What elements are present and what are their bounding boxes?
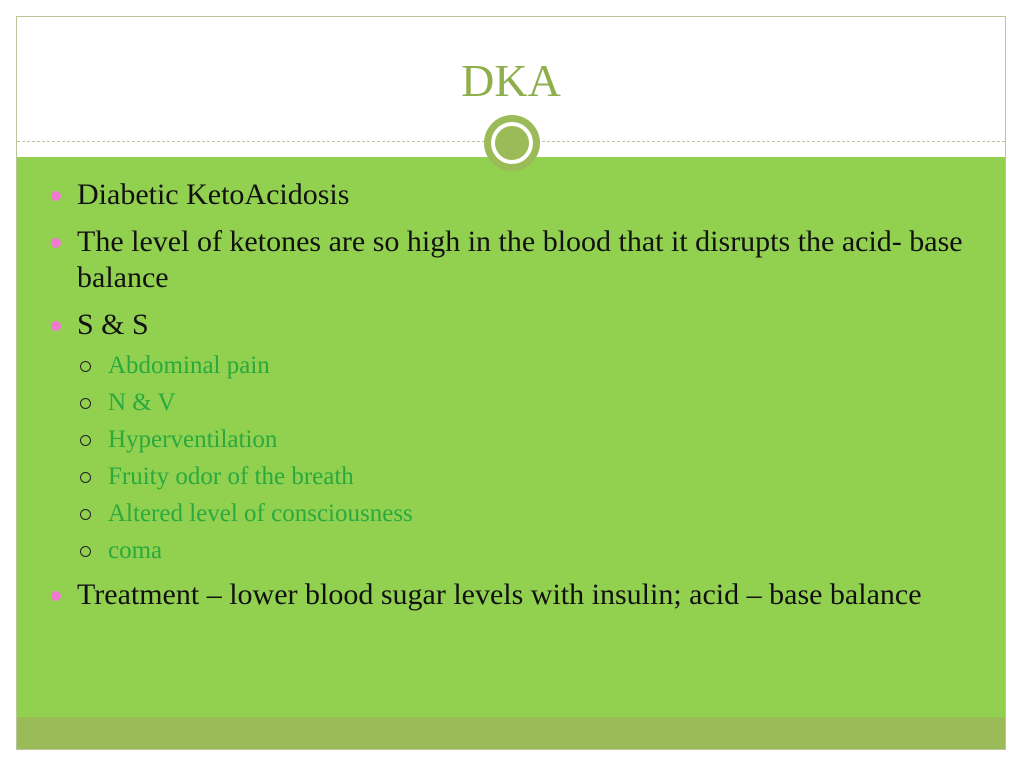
sub-bullet-text: Altered level of consciousness [108, 500, 413, 527]
hollow-circle-icon [80, 361, 91, 372]
circle-ring-icon [491, 122, 533, 164]
bullet-item [47, 177, 987, 213]
circle-ornament-icon [484, 115, 540, 171]
bullet-dot-icon [51, 191, 61, 201]
bullet-item [47, 577, 987, 613]
bullet-text: Diabetic KetoAcidosis [77, 178, 350, 211]
sub-bullet-text: N & V [108, 389, 176, 416]
hollow-circle-icon [80, 435, 91, 446]
bullet-item [47, 307, 987, 566]
bullet-text: S & S [77, 308, 149, 341]
bullet-item [47, 224, 987, 296]
bullet-dot-icon [51, 591, 61, 601]
bullet-dot-icon [51, 238, 61, 248]
slide [16, 16, 1006, 750]
sub-bullet-item [77, 536, 987, 566]
sub-bullet-list [77, 351, 987, 566]
hollow-circle-icon [80, 472, 91, 483]
sub-bullet-item [77, 462, 987, 492]
bullet-text: Treatment – lower blood sugar levels with insulin; acid – base balance [77, 578, 922, 611]
hollow-circle-icon [80, 398, 91, 409]
slide-footer-bar [17, 717, 1005, 750]
sub-bullet-item [77, 351, 987, 381]
sub-bullet-text: Abdominal pain [108, 352, 270, 379]
slide-content [47, 177, 987, 624]
sub-bullet-text: Hyperventilation [108, 426, 278, 453]
bullet-list [47, 177, 987, 613]
hollow-circle-icon [80, 546, 91, 557]
bullet-text: The level of ketones are so high in the blood that it disrupts the acid- base balance [77, 225, 963, 294]
bullet-dot-icon [51, 321, 61, 331]
slide-title: DKA [461, 55, 561, 106]
sub-bullet-item [77, 499, 987, 529]
hollow-circle-icon [80, 509, 91, 520]
sub-bullet-text: coma [108, 537, 163, 564]
sub-bullet-text: Fruity odor of the breath [108, 463, 354, 490]
sub-bullet-item [77, 425, 987, 455]
sub-bullet-item [77, 388, 987, 418]
